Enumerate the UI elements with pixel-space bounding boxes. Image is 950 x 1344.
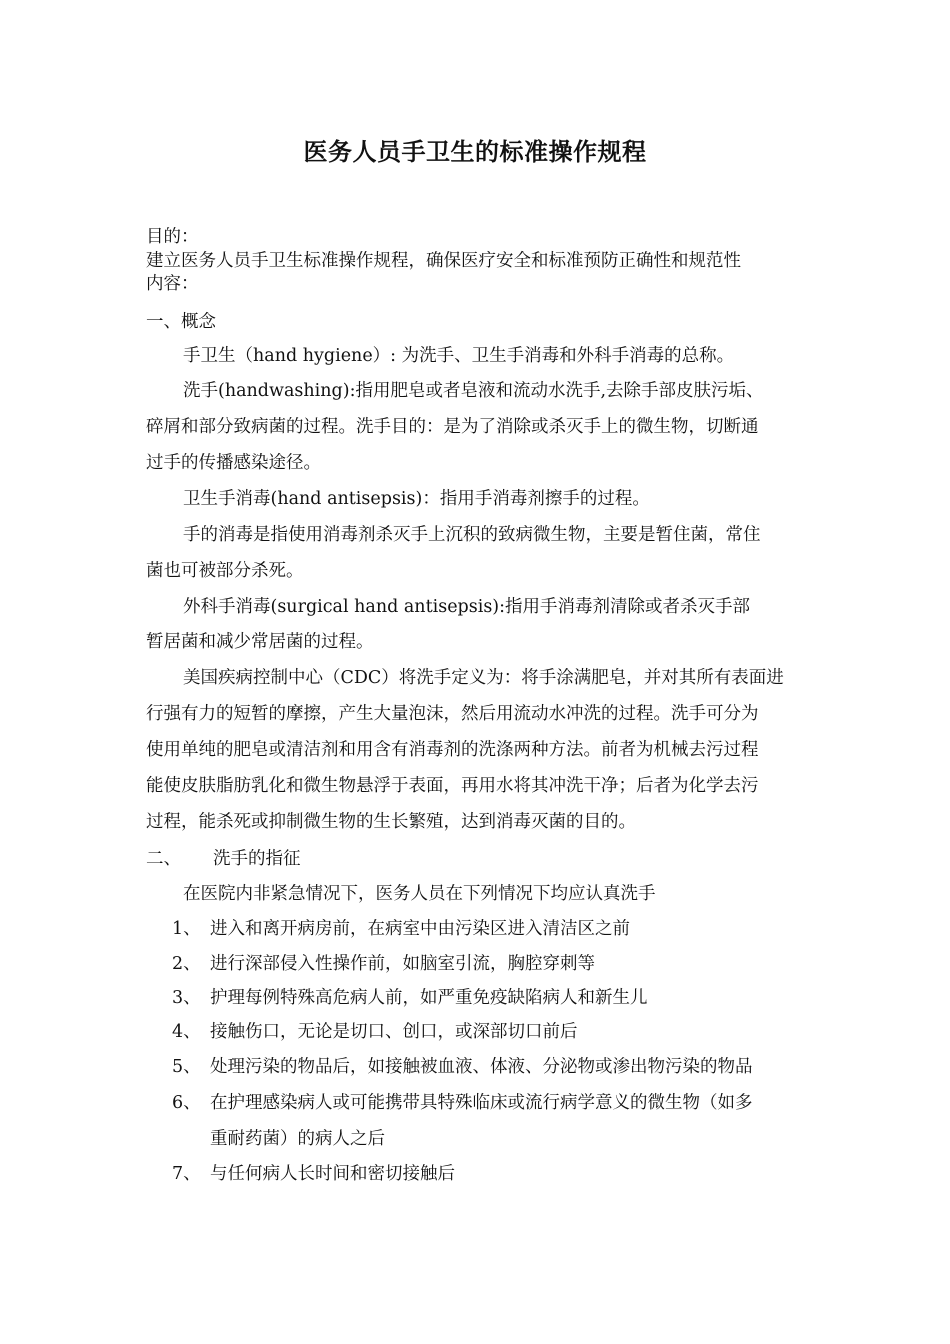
list-item-text: 与任何病人长时间和密切接触后 [210,1164,455,1184]
list-item-number: 1、 [172,919,201,939]
list-item-number: 4、 [172,1022,201,1042]
paragraph-line: 能使皮肤脂肪乳化和微生物悬浮于表面，再用水将其冲洗干净；后者为化学去污 [146,776,759,796]
list-item-number: 5、 [172,1057,201,1077]
page-title: 医务人员手卫生的标准操作规程 [303,137,647,166]
list-item-text: 护理每例特殊高危病人前，如严重免疫缺陷病人和新生儿 [210,988,648,1008]
list-item-text: 在护理感染病人或可能携带具特殊临床或流行病学意义的微生物（如多 [210,1093,753,1113]
paragraph-line: 过程，能杀死或抑制微生物的生长繁殖，达到消毒灭菌的目的。 [146,812,636,832]
list-item [172,918,837,940]
paragraph-line: 外科手消毒(surgical hand antisepsis):指用手消毒剂清除或者杀灭手部 [183,597,751,617]
section-2-number: 二、 [146,849,181,869]
section-2-title: 洗手的指征 [213,849,301,869]
section-2-heading [146,848,811,870]
list-item-text: 进入和离开病房前，在病室中由污染区进入清洁区之前 [210,919,630,939]
content-label: 内容： [146,274,199,294]
list-item-number: 3、 [172,988,201,1008]
list-item-continuation [172,1128,837,1150]
paragraph-line: 使用单纯的肥皂或清洁剂和用含有消毒剂的洗涤两种方法。前者为机械去污过程 [146,740,759,760]
purpose-label: 目的： [146,227,199,247]
list-item [172,1056,837,1078]
paragraph-line: 手的消毒是指使用消毒剂杀灭手上沉积的致病微生物，主要是暂住菌，常住 [183,525,761,545]
list-item [172,1163,837,1185]
paragraph-line: 碎屑和部分致病菌的过程。洗手目的：是为了消除或杀灭手上的微生物，切断通 [146,417,759,437]
list-item-text: 处理污染的物品后，如接触被血液、体液、分泌物或渗出物污染的物品 [210,1057,753,1077]
paragraph-line: 暂居菌和减少常居菌的过程。 [146,632,374,652]
paragraph-line: 行强有力的短暂的摩擦，产生大量泡沫，然后用流动水冲洗的过程。洗手可分为 [146,704,759,724]
list-item-text: 重耐药菌）的病人之后 [210,1129,385,1149]
list-item [172,987,837,1009]
section-1-heading: 一、概念 [146,312,216,332]
paragraph-line: 过手的传播感染途径。 [146,453,321,473]
list-item-text: 接触伤口，无论是切口、创口，或深部切口前后 [210,1022,578,1042]
paragraph-line: 菌也可被部分杀死。 [146,561,304,581]
list-item [172,953,837,975]
list-item-number: 6、 [172,1093,201,1113]
list-item [172,1092,837,1114]
list-item-number: 2、 [172,954,201,974]
paragraph-line: 手卫生（hand hygiene）: 为洗手、卫生手消毒和外科手消毒的总称。 [183,346,735,366]
paragraph-line: 美国疾病控制中心（CDC）将洗手定义为：将手涂满肥皂，并对其所有表面进 [183,668,784,688]
list-item-text: 进行深部侵入性操作前，如脑室引流，胸腔穿刺等 [210,954,595,974]
list-item [172,1021,837,1043]
list-item-number: 7、 [172,1164,201,1184]
section-2-intro: 在医院内非紧急情况下，医务人员在下列情况下均应认真洗手 [183,884,656,904]
purpose-text: 建立医务人员手卫生标准操作规程，确保医疗安全和标准预防正确性和规范性 [146,251,741,271]
paragraph-line: 卫生手消毒(hand antisepsis)：指用手消毒剂擦手的过程。 [183,489,650,509]
paragraph-line: 洗手(handwashing):指用肥皂或者皂液和流动水洗手,去除手部皮肤污垢、 [183,381,764,401]
